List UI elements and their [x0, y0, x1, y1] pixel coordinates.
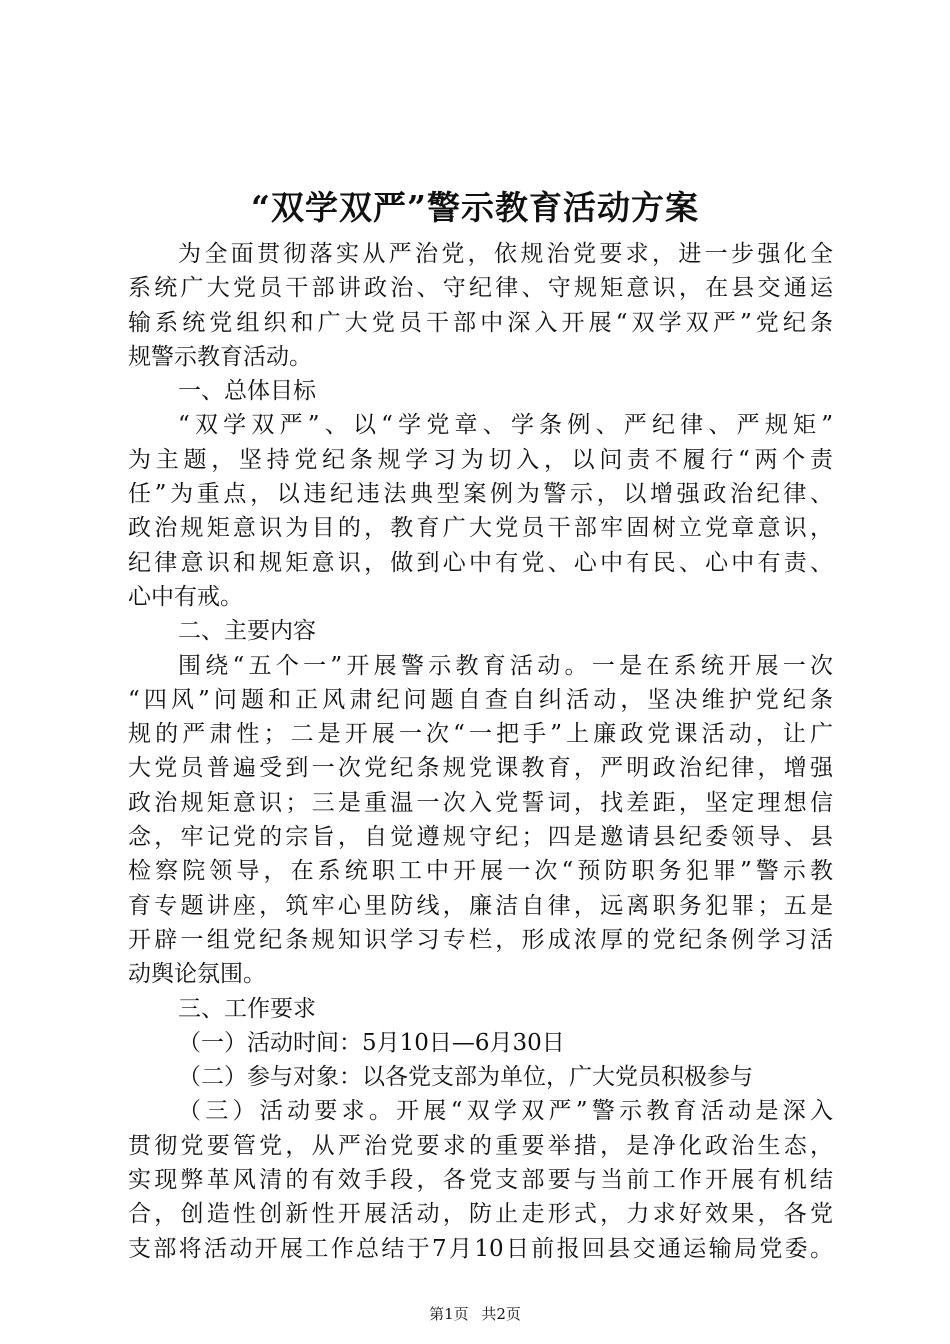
section-heading: 一、总体目标 [178, 378, 316, 405]
paragraph-line: 政治规矩意识；三是重温一次入党誓词，找差距，坚定理想信 [128, 789, 833, 816]
requirement-item: （一）活动时间：5月10日—6月30日 [178, 1029, 565, 1056]
paragraph-line: 系统广大党员干部讲政治、守纪律、守规矩意识，在县交通运 [128, 275, 833, 302]
page-number: 第1页 [429, 1305, 469, 1323]
paragraph-line: 实现弊革风清的有效手段，各党支部要与当前工作开展有机结 [128, 1167, 833, 1194]
paragraph-line: 政治规矩意识为目的，教育广大党员干部牢固树立党章意识， [128, 515, 833, 542]
paragraph-line: 为主题，坚持党纪条规学习为切入，以问责不履行“两个责 [128, 446, 833, 473]
paragraph-line: 动舆论氛围。 [128, 961, 266, 988]
paragraph-line: “双学双严”、以“学党章、学条例、严纪律、严规矩” [178, 412, 833, 439]
paragraph-line: 贯彻党要管党，从严治党要求的重要举措，是净化政治生态， [128, 1132, 833, 1159]
paragraph-line: 为全面贯彻落实从严治党，依规治党要求，进一步强化全 [178, 241, 833, 267]
paragraph-line: 规警示教育活动。 [128, 343, 312, 370]
paragraph-line: 开辟一组党纪条规知识学习专栏，形成浓厚的党纪条例学习活 [128, 926, 833, 953]
paragraph-line: 检察院领导，在系统职工中开展一次“预防职务犯罪”警示教 [128, 858, 833, 885]
paragraph-line: 纪律意识和规矩意识，做到心中有党、心中有民、心中有责、 [128, 549, 833, 576]
paragraph-line: 输系统党组织和广大党员干部中深入开展“双学双严”党纪条 [128, 309, 833, 336]
requirement-item: （三）活动要求。开展“双学双严”警示教育活动是深入 [178, 1098, 833, 1125]
paragraph-line: 念，牢记党的宗旨，自觉遵规守纪；四是邀请县纪委领导、县 [128, 824, 833, 851]
paragraph-line: 支部将活动开展工作总结于7月10日前报回县交通运输局党委。 [128, 1235, 833, 1262]
page-footer [0, 1304, 950, 1324]
paragraph-line: 围绕“五个一”开展警示教育活动。一是在系统开展一次 [178, 652, 833, 679]
section-heading: 二、主要内容 [178, 618, 316, 645]
section-heading: 三、工作要求 [178, 995, 316, 1022]
paragraph-line: 任”为重点，以违纪违法典型案例为警示，以增强政治纪律、 [128, 481, 833, 508]
document-title: “双学双严”警示教育活动方案 [251, 188, 699, 227]
page-total: 共2页 [481, 1305, 521, 1323]
document-body [128, 237, 833, 1266]
paragraph-line: “四风”问题和正风肃纪问题自查自纠活动，坚决维护党纪条 [128, 686, 833, 713]
paragraph-line: 育专题讲座，筑牢心里防线，廉洁自律，远离职务犯罪；五是 [128, 892, 833, 919]
paragraph-line: 大党员普遍受到一次党纪条规党课教育，严明政治纪律，增强 [128, 755, 833, 782]
paragraph-line: 规的严肃性；二是开展一次“一把手”上廉政党课活动，让广 [128, 721, 833, 748]
paragraph-line: 心中有戒。 [128, 583, 243, 610]
requirement-item: （二）参与对象：以各党支部为单位，广大党员积极参与 [178, 1064, 753, 1091]
paragraph-line: 合，创造性创新性开展活动，防止走形式，力求好效果，各党 [128, 1201, 833, 1228]
